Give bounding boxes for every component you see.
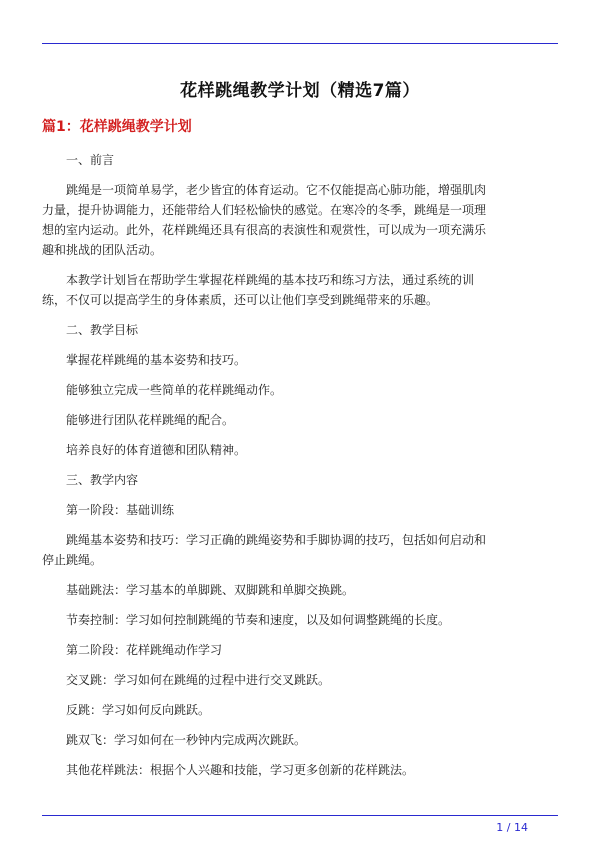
heading-teaching-content: 三、教学内容 [66,473,139,487]
goal-item: 掌握花样跳绳的基本姿势和技巧。 [66,353,247,367]
content-item: 跳双飞：学习如何在一秒钟内完成两次跳跃。 [66,733,307,747]
stage-heading: 第一阶段：基础训练 [66,503,175,517]
heading-teaching-goals: 二、教学目标 [66,323,139,337]
content-item: 跳绳基本姿势和技巧：学习正确的跳绳姿势和手脚协调的技巧，包括如何启动和停止跳绳。 [42,533,487,567]
goal-item: 能够进行团队花样跳绳的配合。 [66,413,235,427]
page-number: 1 / 14 [496,821,528,834]
section-title: 篇1：花样跳绳教学计划 [42,119,192,135]
content-item: 节奏控制：学习如何控制跳绳的节奏和速度，以及如何调整跳绳的长度。 [66,613,451,627]
content-item: 基础跳法：学习基本的单脚跳、双脚跳和单脚交换跳。 [66,583,355,597]
goal-item: 培养良好的体育道德和团队精神。 [66,443,247,457]
content-item: 交叉跳：学习如何在跳绳的过程中进行交叉跳跃。 [66,673,331,687]
footer-rule [42,815,558,816]
header-rule [42,43,558,44]
content-item: 其他花样跳法：根据个人兴趣和技能，学习更多创新的花样跳法。 [66,763,415,777]
goal-item: 能够独立完成一些简单的花样跳绳动作。 [66,383,283,397]
paragraph-intro: 跳绳是一项简单易学，老少皆宜的体育运动。它不仅能提高心肺功能，增强肌肉力量，提升协调能力，还能带给人们轻松愉快的感觉。在寒冷的冬季，跳绳是一项理想的室内运动。此外，花样跳绳还具有很高的表演性和观赏性，可以成为一项充满乐趣和挑战的团队活动。 [42,183,487,257]
document-title: 花样跳绳教学计划（精选7篇） [180,81,420,101]
heading-preface: 一、前言 [66,153,115,167]
paragraph-plan-purpose: 本教学计划旨在帮助学生掌握花样跳绳的基本技巧和练习方法，通过系统的训练，不仅可以提高学生的身体素质，还可以让他们享受到跳绳带来的乐趣。 [42,273,475,307]
stage-heading: 第二阶段：花样跳绳动作学习 [66,643,223,657]
content-item: 反跳：学习如何反向跳跃。 [66,703,211,717]
document-body [42,150,487,790]
